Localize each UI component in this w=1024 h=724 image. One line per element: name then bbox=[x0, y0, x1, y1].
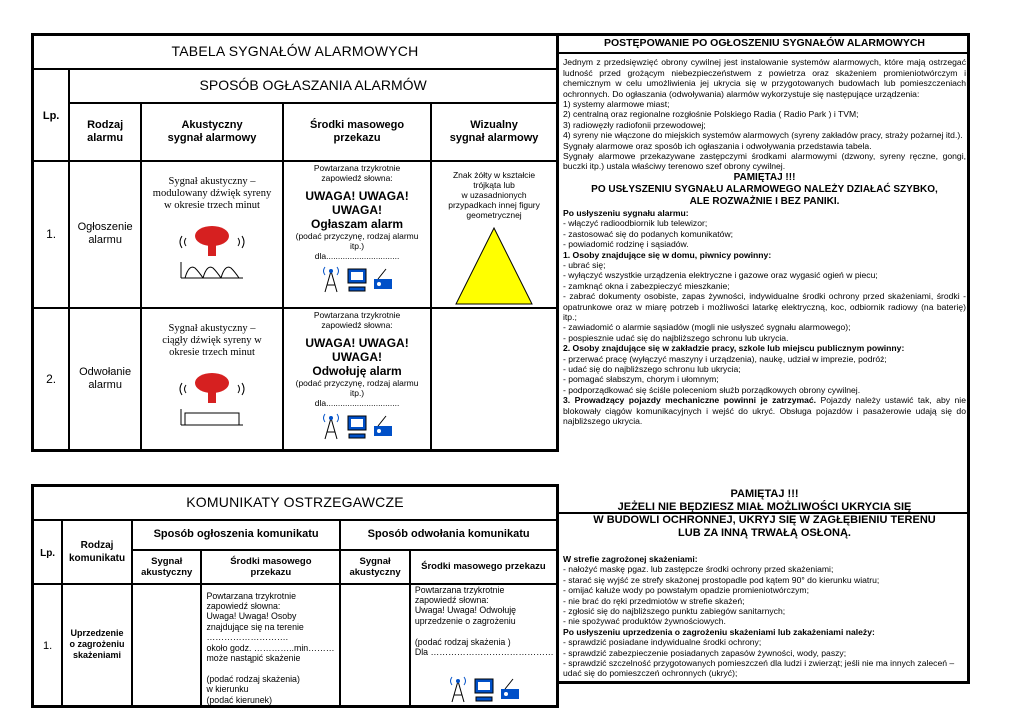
row-signal-empty bbox=[132, 584, 202, 707]
tv-icon bbox=[346, 412, 368, 440]
siren-modulated-icon bbox=[177, 220, 247, 282]
list-item: - podporządkować się ściśle poleceniom służb porządkowych obrony cywilnej. bbox=[563, 384, 861, 395]
media-icons bbox=[284, 412, 430, 440]
list-item: - wyłączyć wszystkie urządzenia elektryczne i gazowe oraz wygasić ogień w piecu; bbox=[563, 270, 878, 281]
row-number: 1. bbox=[33, 584, 63, 707]
list-item: - zastosować się do podanych komunikatów; bbox=[563, 228, 734, 239]
tv-icon bbox=[473, 675, 495, 703]
list-item: 4) syreny nie włączone do miejskich systemów alarmowych (syreny zakładów pracy, straży pożarnej itd.). bbox=[563, 130, 963, 141]
row-announce-text bbox=[201, 584, 340, 707]
announce-line: ………………………. bbox=[206, 632, 289, 643]
list-item: - sprawdzić szczelność przygotowanych pomieszczeń dla ludzi i zwierząt; jeśli nie ma innych zaleceń – udać się do pomieszczeń ochronnych (ukryć); bbox=[563, 658, 955, 679]
remember-text-2c: LUB ZA INNĄ TRWAŁĄ OSŁONĄ. bbox=[678, 527, 851, 539]
announce-line: Powtarzana trzykrotnie bbox=[206, 590, 296, 601]
list-item: - ubrać się; bbox=[563, 259, 606, 270]
warnings-col-signal: Sygnał akustyczny bbox=[132, 550, 202, 584]
warnings-table bbox=[31, 484, 559, 708]
radio-icon bbox=[372, 412, 394, 440]
announce-line: (podać kierunek) bbox=[206, 694, 273, 705]
announce-line: zapowiedź słowna: bbox=[206, 600, 281, 611]
list-item: - włączyć radioodbiornik lub telewizor; bbox=[563, 218, 708, 229]
row-signal2-empty bbox=[340, 584, 410, 707]
after-signal-heading: Po usłyszeniu sygnału alarmu: bbox=[563, 207, 689, 218]
list-item: - nie spożywać produktów żywnościowych. bbox=[563, 616, 726, 627]
list-item: 2) centralną oraz regionalne rozgłośnie Polskiego Radia ( Radio Park ) i TVM; bbox=[563, 109, 859, 120]
siren-continuous-icon bbox=[177, 367, 247, 429]
list-item: - przerwać pracę (wyłączyć maszyny i urządzenia), naukę, udział w imprezie, podróż; bbox=[563, 353, 887, 364]
remember-text-2b: W BUDOWLI OCHRONNEJ, UKRYJ SIĘ W ZAGŁĘBIENIU TERENU bbox=[593, 514, 936, 526]
announce-line bbox=[206, 663, 337, 673]
media-icons bbox=[284, 265, 430, 293]
tv-icon bbox=[346, 265, 368, 293]
cancel-line: uprzedzenie o zagrożeniu bbox=[414, 615, 516, 626]
cancel-line: Dla …………………………………… bbox=[414, 646, 554, 657]
vehicle-paragraph: 3. Prowadzący pojazdy mechaniczne powinni je zatrzymać. Pojazdy należy ustawić tak, aby nie blokowały ciągów komunikacyjnych i wejść do ukryć. Obsługa pojazdów i pasażerowie udają się do najbliższego ukrycia. bbox=[563, 395, 966, 426]
alarm-table-subtitle: SPOSÓB OGŁASZANIA ALARMÓW bbox=[69, 69, 557, 103]
row-number: 2. bbox=[33, 308, 70, 451]
warnings-table-title: KOMUNIKATY OSTRZEGAWCZE bbox=[33, 486, 558, 520]
procedure-para3: Sygnały alarmowe przekazywane zastępczymi środkami alarmowymi (dzwony, syreny ręczne, gongi, buczki itp.) ustala właściwy terenowo szef obrony cywilnej. bbox=[563, 151, 966, 172]
list-item: 3) radiowęzły radiofonii przewodowej; bbox=[563, 119, 706, 130]
zone-list bbox=[563, 564, 966, 626]
remember-heading-1: PAMIĘTAJ !!! bbox=[733, 171, 796, 183]
list-item: - zawiadomić o alarmie sąsiadów (mogli nie usłyszeć sygnału alarmowego); bbox=[563, 322, 851, 333]
yellow-triangle-icon bbox=[454, 226, 534, 306]
warn-list bbox=[563, 637, 966, 679]
remember-heading-2: PAMIĘTAJ !!! bbox=[730, 488, 799, 500]
media-icons bbox=[415, 675, 554, 703]
alarm-signals-table bbox=[31, 33, 559, 452]
procedure-panel bbox=[559, 33, 970, 684]
alarm-col-type: Rodzaj alarmu bbox=[69, 103, 141, 161]
list-item: - zgłosić się do najbliższego punktu zabiegów sanitarnych; bbox=[563, 606, 786, 617]
radio-tower-icon bbox=[320, 265, 342, 293]
list-item: - zamknąć okna i zabezpieczyć mieszkanie; bbox=[563, 280, 730, 291]
procedure-intro: Jednym z przedsięwzięć obrony cywilnej jest instalowanie systemów alarmowych, które mają ostrzegać ludność przed grożącym niebezpieczeństwem z powietrza oraz skażeniem promieniotwórczym i chemicznym w celu umożliwienia jej ukrycia się w przygotowanych budowlach lub pomieszczeniach ochronnych. Do ogłaszania (odwoływania) alarmów wykorzystuje się następujące urządzenia: bbox=[563, 57, 966, 99]
list-item: - nie brać do ręki przedmiotów w strefie skażeń; bbox=[563, 595, 745, 606]
remember-text-1b: ALE ROZWAŻNIE I BEZ PANIKI. bbox=[689, 195, 840, 207]
procedure-content bbox=[563, 36, 966, 426]
divider bbox=[559, 52, 967, 54]
row-type: Uprzedzenie o zagrożeniu skażeniami bbox=[62, 584, 132, 707]
row-visual-empty bbox=[431, 308, 557, 451]
row-acoustic: Sygnał akustyczny – ciągły dźwięk syreny w okresie trzech minut bbox=[141, 308, 283, 451]
warnings-col-type: Rodzaj komunikatu bbox=[62, 520, 132, 584]
remember-text-2a: JEŻELI NIE BĘDZIESZ MIAŁ MOŻLIWOŚCI UKRYCIA SIĘ bbox=[617, 501, 912, 513]
announce-line: Uwaga! Uwaga! Osoby bbox=[206, 611, 297, 622]
warnings-col-mass-2: Środki masowego przekazu bbox=[410, 550, 558, 584]
warn-heading: Po usłyszeniu uprzedzenia o zagrożeniu skażeniami lub zakażeniami należy: bbox=[563, 626, 875, 637]
list-item: - powiadomić rodzinę i sąsiadów. bbox=[563, 239, 689, 250]
warnings-col-announce: Sposób ogłoszenia komunikatu bbox=[132, 520, 340, 550]
warnings-col-mass: Środki masowego przekazu bbox=[201, 550, 340, 584]
table-row bbox=[33, 308, 558, 451]
alarm-col-lp: Lp. bbox=[33, 69, 70, 161]
table-row bbox=[33, 584, 558, 707]
list-item: - starać się wyjść ze strefy skażonej prostopadle pod kątem 90° do kierunku wiatru; bbox=[563, 574, 880, 585]
row-mass-media: Powtarzana trzykrotnie zapowiedź słowna: UWAGA! UWAGA! UWAGA! Ogłaszam alarm (podać przyczynę, rodzaj alarmu itp.) dla............................... bbox=[283, 161, 431, 308]
cancel-line: Uwaga! Uwaga! Odwołuję bbox=[414, 605, 517, 616]
cancel-text-block bbox=[415, 585, 554, 658]
radio-tower-icon bbox=[320, 412, 342, 440]
announce-line: w kierunku bbox=[206, 684, 249, 695]
list-item: 1) systemy alarmowe miast; bbox=[563, 99, 670, 110]
row-acoustic: Sygnał akustyczny – modulowany dźwięk syreny w okresie trzech minut bbox=[141, 161, 283, 308]
list-item: - omijać kałuże wody po powstałym opadzie promieniotwórczym; bbox=[563, 585, 809, 596]
list-item: - sprawdzić posiadane indywidualne środki ochrony; bbox=[563, 637, 762, 648]
list-item: - zabrać dokumenty osobiste, zapas żywności, indywidualne środki ochrony przed skażeniami, środki - opatrunkowe oraz w miarę potrzeb i możliwości latarkę elektryczną, koc, odbiornik radiowy (na baterię) itp.; bbox=[563, 291, 966, 322]
list-item: - pomagać słabszym, chorym i ułomnym; bbox=[563, 374, 719, 385]
work-heading: 2. Osoby znajdujące się w zakładzie pracy, szkole lub miejscu publicznym powinny: bbox=[563, 343, 905, 354]
row-mass-media: Powtarzana trzykrotnie zapowiedź słowna: UWAGA! UWAGA! UWAGA! Odwołuję alarm (podać przyczynę, rodzaj alarmu itp.) dla............................... bbox=[283, 308, 431, 451]
warnings-col-lp: Lp. bbox=[33, 520, 63, 584]
cancel-line: (podać rodzaj skażenia ) bbox=[414, 636, 511, 647]
work-list bbox=[563, 354, 966, 396]
list-item: - pospiesznie udać się do najbliższego schronu lub ukrycia. bbox=[563, 332, 789, 343]
list-item: - nałożyć maskę pgaz. lub zastępcze środki ochrony przed skażeniami; bbox=[563, 564, 834, 575]
home-heading: 1. Osoby znajdujące się w domu, piwnicy powinny: bbox=[563, 249, 772, 260]
list-item: - sprawdzić zabezpieczenie posiadanych zapasów żywności, wody, paszy; bbox=[563, 647, 847, 658]
warnings-col-cancel: Sposób odwołania komunikatu bbox=[340, 520, 557, 550]
procedure-content-2 bbox=[563, 488, 966, 679]
announce-line: (podać rodzaj skażenia) bbox=[206, 673, 300, 684]
alarm-col-visual: Wizualny sygnał alarmowy bbox=[431, 103, 557, 161]
alarm-col-acoustic: Akustyczny sygnał alarmowy bbox=[141, 103, 283, 161]
list-item: - udać się do najbliższego schronu lub ukrycia; bbox=[563, 363, 741, 374]
after-list bbox=[563, 218, 966, 249]
announce-line: znajdujące się na terenie bbox=[206, 621, 304, 632]
table-row bbox=[33, 161, 558, 308]
procedure-title: POSTĘPOWANIE PO OGŁOSZENIU SYGNAŁÓW ALARMOWYCH bbox=[603, 37, 926, 49]
alarm-table-title: TABELA SYGNAŁÓW ALARMOWYCH bbox=[33, 35, 558, 69]
cancel-line: zapowiedź słowna: bbox=[414, 594, 489, 605]
row-type: Odwołanie alarmu bbox=[69, 308, 141, 451]
remember-text-1a: PO USŁYSZENIU SYGNAŁU ALARMOWEGO NALEŻY DZIAŁAĆ SZYBKO, bbox=[591, 183, 938, 195]
row-visual: Znak żółty w kształcie trójkąta lub w uzasadnionych przypadkach innej figury geometrycznej bbox=[431, 161, 557, 308]
row-type: Ogłoszenie alarmu bbox=[69, 161, 141, 308]
row-number: 1. bbox=[33, 161, 70, 308]
devices-list bbox=[563, 99, 966, 141]
radio-icon bbox=[499, 675, 521, 703]
procedure-para2: Sygnały alarmowe oraz sposób ich ogłaszania i odwoływania przedstawia tabela. bbox=[563, 140, 872, 151]
announce-line: może nastąpić skażenie bbox=[206, 652, 301, 663]
radio-icon bbox=[372, 265, 394, 293]
cancel-line: Powtarzana trzykrotnie bbox=[414, 584, 505, 595]
announce-line: około godz. …………..min……… bbox=[206, 642, 335, 653]
home-list bbox=[563, 260, 966, 343]
warnings-col-signal-2: Sygnał akustyczny bbox=[340, 550, 410, 584]
radio-tower-icon bbox=[447, 675, 469, 703]
row-cancel-text bbox=[410, 584, 558, 707]
cancel-line bbox=[415, 626, 554, 636]
zone-heading: W strefie zagrożonej skażeniami: bbox=[563, 554, 698, 564]
alarm-col-mass-media: Środki masowego przekazu bbox=[283, 103, 431, 161]
